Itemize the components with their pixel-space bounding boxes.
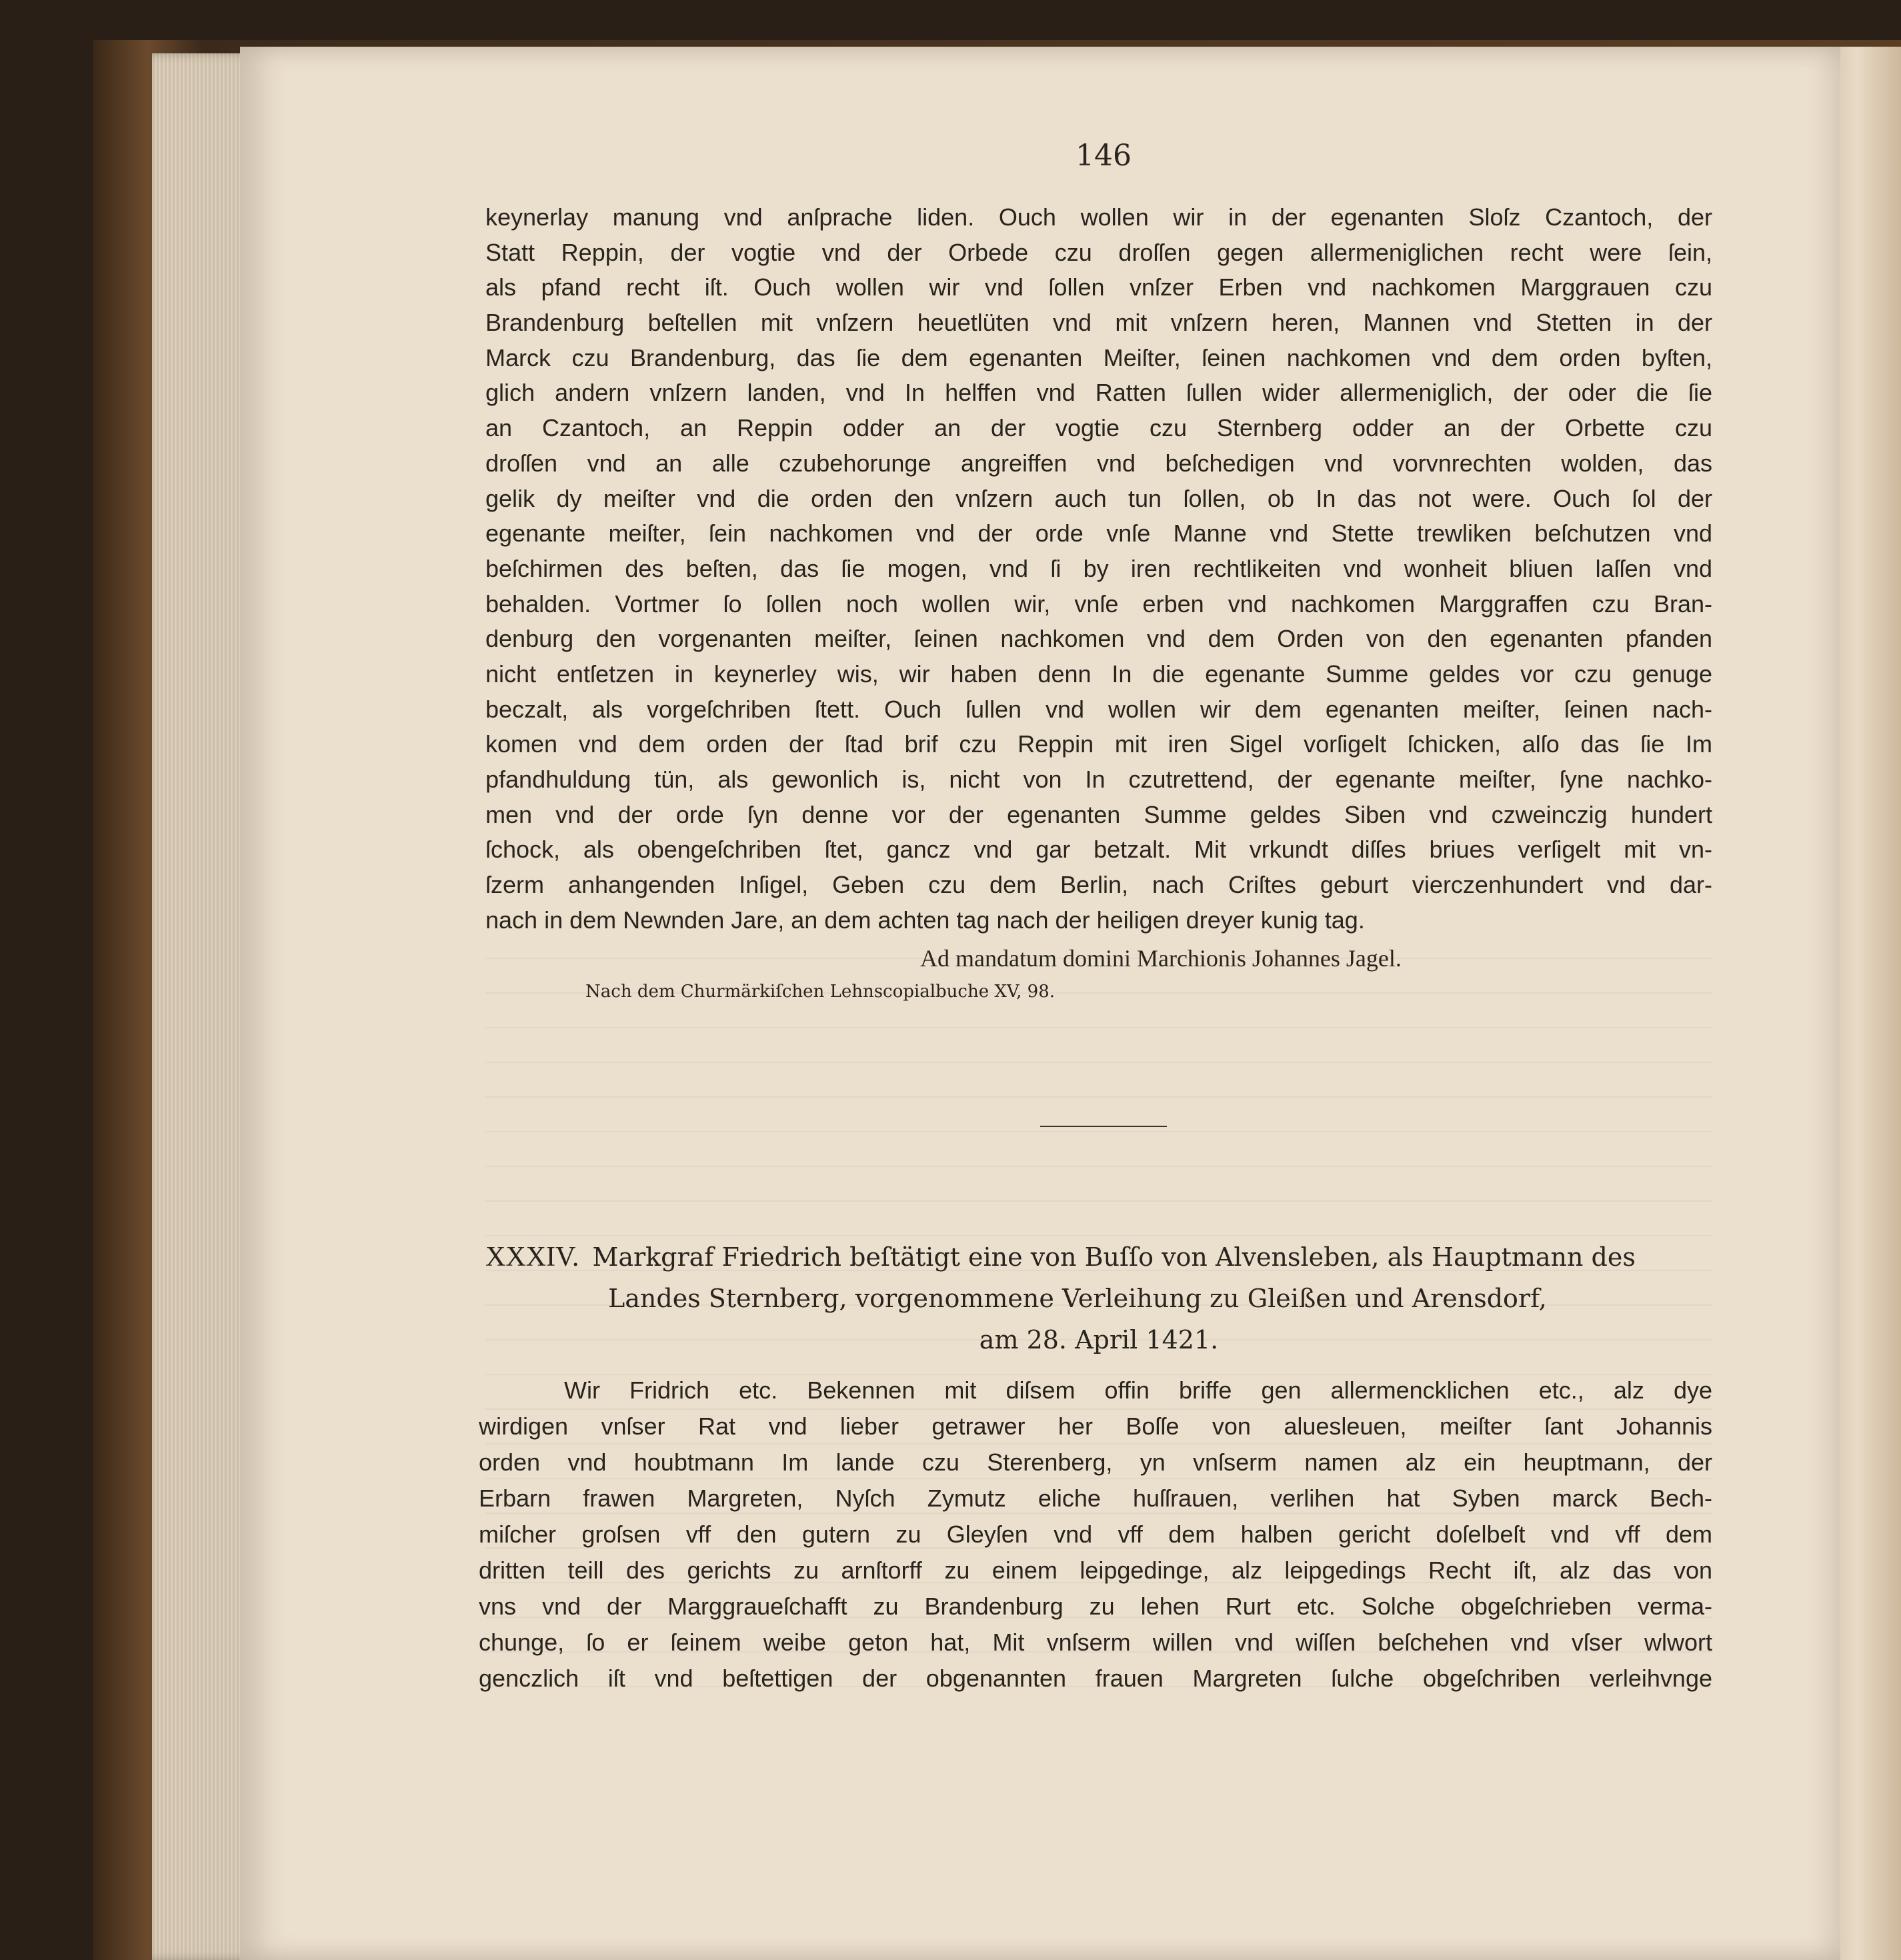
text-line: keynerlay manung vnd anſprache liden. Ouch wollen wir in der egenanten Sloſz Czantoch, der <box>485 203 1712 231</box>
text-line: gelik dy meiſter vnd die orden den vnſzern auch tun ſollen, ob In das not were. Ouch ſol der <box>485 484 1712 512</box>
text-line: droſſen vnd an alle czubehorunge angreiffen vnd beſchedigen vnd vorvnrechten wolden, das <box>485 449 1712 477</box>
text-line: nicht entſetzen in keynerley wis, wir haben denn In die egenante Summe geldes vor czu genuge <box>485 660 1712 688</box>
text-line: beſchirmen des beſten, das ſie mogen, vnd ſi by iren rechtlikeiten vnd wonheit bliuen laſſen vnd <box>485 554 1712 582</box>
text-line: beczalt, als vorgeſchriben ſtett. Ouch ſullen vnd wollen wir dem egenanten meiſter, ſeinen nach- <box>485 695 1712 723</box>
page-number: 146 <box>1076 139 1132 173</box>
document-text <box>479 1372 1712 1697</box>
text-line: vns vnd der Marggraueſchafft zu Brandenburg zu lehen Rurt etc. Solche obgeſchrieben verma- <box>479 1593 1712 1620</box>
heading-line-1 <box>485 1236 1712 1278</box>
text-line: an Czantoch, an Reppin odder an der vogtie czu Sternberg odder an der Orbette czu <box>485 414 1712 442</box>
source-note: Nach dem Churmärkiſchen Lehnscopialbuche XV, 98. <box>585 982 1056 1002</box>
text-line: ſchock, als obengeſchriben ſtet, gancz vnd gar betzalt. Mit vrkundt diſſes briues verſigelt mit vn- <box>485 836 1712 864</box>
text-line: men vnd der orde ſyn denne vor der egenanten Summe geldes Siben vnd czweinczig hundert <box>485 800 1712 828</box>
text-line: Brandenburg beſtellen mit vnſzern heuetlüten vnd mit vnſzern heren, Mannen vnd Stetten in der <box>485 309 1712 337</box>
text-line: denburg den vorgenanten meiſter, ſeinen nachkomen vnd dem Orden von den egenanten pfanden <box>485 625 1712 653</box>
text-line: egenante meiſter, ſein nachkomen vnd der orde vnſe Manne vnd Stette trewliken beſchutzen vnd <box>485 520 1712 548</box>
text-line: als pfand recht iſt. Ouch wollen wir vnd ſollen vnſzer Erben vnd nachkomen Marggrauen czu <box>485 273 1712 301</box>
text-line: Marck czu Brandenburg, das ſie dem egenanten Meiſter, ſeinen nachkomen vnd dem orden byſten, <box>485 343 1712 371</box>
section-divider <box>1040 1126 1167 1127</box>
text-line: Erbarn frawen Margreten, Nyſch Zymutz eliche huſſrauen, verlihen hat Syben marck Bech- <box>479 1485 1712 1512</box>
section-heading <box>485 1236 1712 1360</box>
text-line: Wir Fridrich etc. Bekennen mit diſsem offin briffe gen allermencklichen etc., alz dye <box>564 1376 1712 1404</box>
heading-line-2: Landes Sternberg, vorgenommene Verleihung zu Gleißen und Arensdorf, <box>608 1284 1547 1313</box>
heading-text: Markgraf Friedrich beſtätigt eine von Buſſo von Alvensleben, als Hauptmann des <box>592 1242 1636 1272</box>
text-line: glich andern vnſzern landen, vnd In helffen vnd Ratten ſullen wider allermeniglich, der oder die ſie <box>485 379 1712 407</box>
text-line: ſzerm anhangenden Inſigel, Geben czu dem Berlin, nach Criſtes geburt vierczenhundert vnd dar- <box>485 871 1712 899</box>
text-line: genczlich iſt vnd beſtettigen der obgenannten frauen Margreten ſulche obgeſchriben verleihvnge <box>479 1665 1712 1692</box>
section-numeral: XXXIV. <box>485 1242 579 1272</box>
text-line: komen vnd dem orden der ſtad brif czu Reppin mit iren Sigel vorſigelt ſchicken, alſo das ſie Im <box>485 730 1712 758</box>
text-line: Statt Reppin, der vogtie vnd der Orbede czu droſſen gegen allermeniglichen recht were ſein, <box>485 238 1712 266</box>
text-line: pfandhuldung tün, als gewonlich is, nicht von In czutrettend, der egenante meiſter, ſyne nachko- <box>485 766 1712 793</box>
charter-text <box>485 200 1712 938</box>
text-line: nach in dem Newnden Jare, an dem achten tag nach der heiligen dreyer kunig tag. <box>485 906 1365 934</box>
text-line: dritten teill des gerichts zu arnſtorff zu einem leipgedinge, alz leipgedings Recht iſt, alz das von <box>479 1557 1712 1584</box>
text-line: orden vnd houbtmann Im lande czu Sterenberg, yn vnſserm namen alz ein heuptmann, der <box>479 1448 1712 1476</box>
text-line: miſcher groſsen vff den gutern zu Gleyſen vnd vff dem halben gericht doſelbeſt vnd vff dem <box>479 1521 1712 1548</box>
heading-line-3: am 28. April 1421. <box>979 1325 1219 1354</box>
text-line: wirdigen vnſser Rat vnd lieber getrawer her Boſſe von aluesleuen, meiſter ſant Johannis <box>479 1412 1712 1440</box>
attestation-line: Ad mandatum domini Marchionis Johannes Jagel. <box>920 945 1402 972</box>
text-line: chunge, ſo er ſeinem weibe geton hat, Mit vnſserm willen vnd wiſſen beſchehen vnd vſser wlwort <box>479 1629 1712 1656</box>
text-line: behalden. Vortmer ſo ſollen noch wollen wir, vnſe erben vnd nachkomen Marggraffen czu Bran- <box>485 590 1712 618</box>
